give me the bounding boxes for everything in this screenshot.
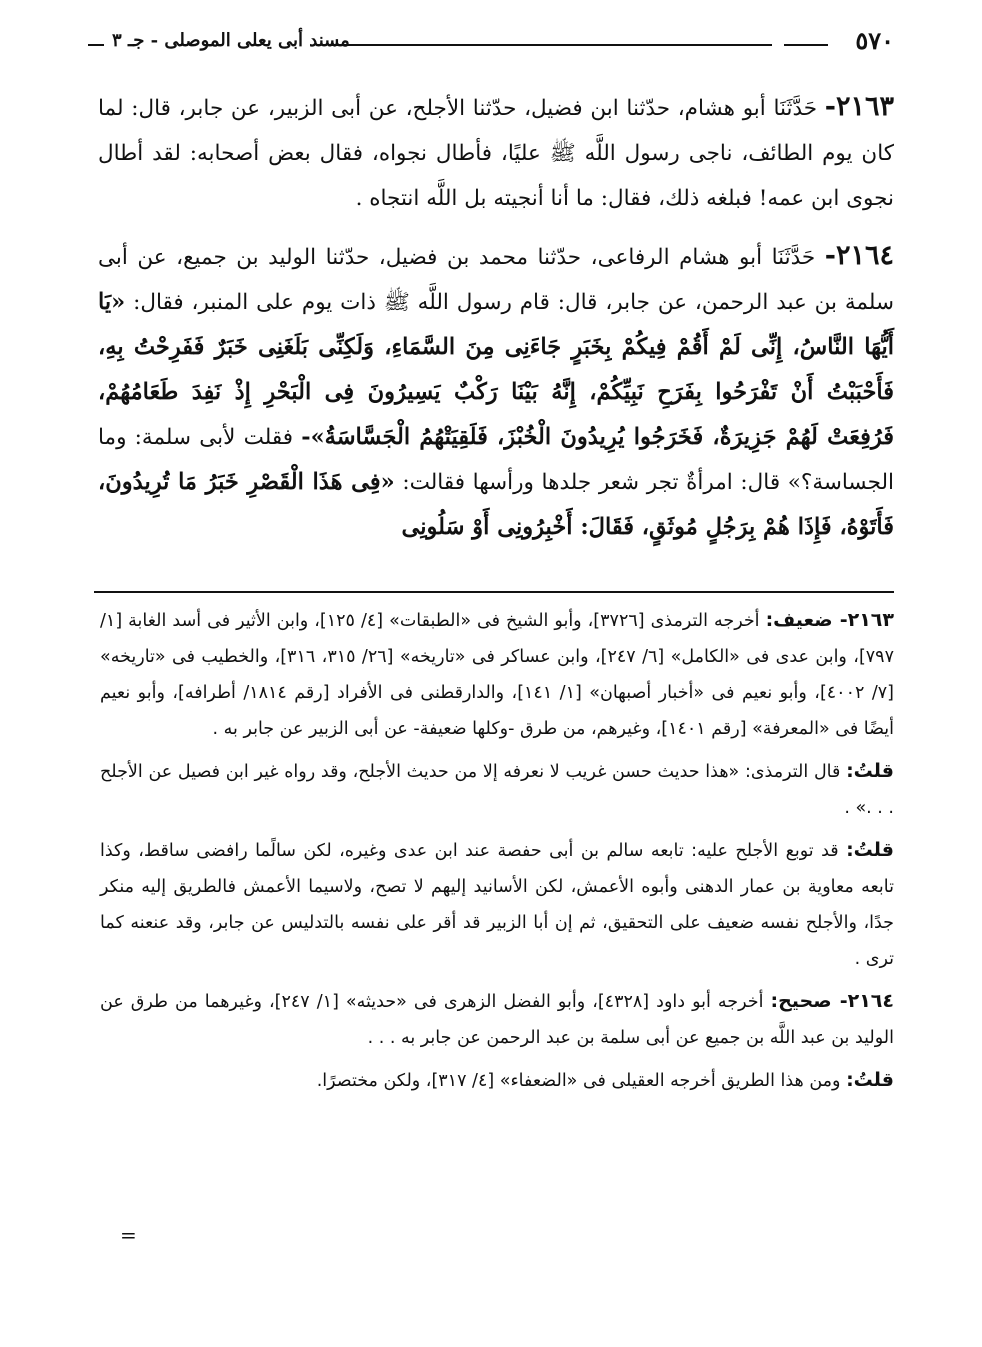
running-header [88, 22, 894, 62]
footnote-label: قلتُ: [846, 839, 894, 861]
footnote-label: ٢١٦٣- ضعيف: [765, 609, 894, 631]
page-number: ٥٧٠ [855, 26, 894, 55]
footnote [100, 753, 894, 826]
hadith-quote: «يَا أَيُّهَا النَّاسُ، إِنِّى لَمْ أَقُمْ فِيكُمْ بِخَبَرٍ جَاءَنِى مِنَ السَّمَاءِ، وَلَكِنِّى بَلَغَنِى خَبَرٌ فَفَرِحْتُ بِهِ، فَأَحْبَبْتُ أَنْ تَفْرَحُوا بِفَرَحِ نَبِيِّكُمْ، إِنَّهُ بَيْنَا رَكْبٌ يَسِيرُونَ فِى الْبَحْرِ إِذْ نَفِدَ طَعَامُهُمْ، فَرُفِعَتْ لَهُمْ جَزِيرَةٌ، فَخَرَجُوا يُرِيدُونَ الْخُبْزَ، فَلَقِيَتْهُمُ الْجَسَّاسَةُ»- [98, 289, 894, 450]
hadith-middle: فقلت لأبى سلمة: وما الجساسة؟» قال: امرأةٌ تجر شعر جلدها ورأسها فقالت: [98, 425, 895, 495]
hadith-quote: «فِى هَذَا الْقَصْرِ خَبَرُ مَا تُرِيدُونَ، فَأَتَوْهُ، فَإِذَا هُمْ بِرَجُلٍ مُوثَقٍ، فَقَالَ: أَخْبِرُونِى أَوْ سَلُونِى [98, 469, 894, 540]
footnote [100, 832, 894, 977]
hadith-intro: حَدَّثَنَا أبو هشام الرفاعى، حدّثنا محمد بن فضيل، حدّثنا الوليد بن جميع، عن أبى سلمة بن عبد الرحمن، عن جابر، قال: قام رسول اللَّه ﷺ ذات يوم على المنبر، فقال: [98, 245, 894, 315]
footnote-label: ٢١٦٤- صحيح: [770, 990, 894, 1012]
footnote-separator [94, 591, 894, 593]
continuation-mark: = [120, 1223, 137, 1247]
header-rule [328, 44, 772, 46]
hadith-2163 [98, 84, 894, 221]
header-dash [784, 44, 828, 46]
footnote-text: قد توبع الأجلح عليه: تابعه سالم بن أبى حفصة عند ابن عدى وغيره، لكن سالًما رافضى ساقط، وكذا تابعه معاوية بن عمار الدهنى وأبوه الأعمش، لكن الأسانيد إليهم لا تصح، ولاسيما الأعمش فالطريق إليه منكر جدًا، والأجلح نفسه ضعيف على التحقيق، ثم إن أبا الزبير قد أقر على نفسه بالتدليس عن جابر، وقد عنعنه كما ترى . [100, 841, 894, 969]
hadith-2164 [98, 233, 894, 550]
footnotes [100, 602, 894, 1105]
footnote-text: ومن هذا الطريق أخرجه العقيلى فى «الضعفاء» [٤/ ٣١٧]، ولكن مختصرًا. [316, 1071, 841, 1091]
footnote-text: أخرجه أبو داود [٤٣٢٨]، وأبو الفضل الزهرى فى «حديثه» [١/ ٢٤٧]، وغيرهما من طرق عن الوليد بن عبد اللَّه بن جميع عن أبى سلمة بن عبد الرحمن عن جابر به . . . [100, 992, 894, 1048]
footnote [100, 983, 894, 1056]
header-dash [88, 44, 104, 46]
hadith-text: حَدَّثَنَا أبو هشام، حدّثنا ابن فضيل، حدّثنا الأجلح، عن أبى الزبير، عن جابر، قال: لما كان يوم الطائف، ناجى رسول اللَّه ﷺ عليًا، فأطال نجواه، فقال بعض أصحابه: لقد أطال نجوى ابن عمه! فبلغه ذلك، فقال: ما أنا أنجيته بل اللَّه انتجاه . [98, 96, 894, 211]
hadith-number: ٢١٦٣- [824, 91, 894, 122]
footnote-label: قلتُ: [846, 760, 894, 782]
footnote-text: أخرجه الترمذى [٣٧٢٦]، وأبو الشيخ فى «الطبقات» [٤/ ١٢٥]، وابن الأثير فى أسد الغابة [١/ ٧٩٧]، وابن عدى فى «الكامل» [٦/ ٢٤٧]، وابن عساكر فى «تاريخه» [٢٦/ ٣١٥، ٣١٦]، والخطيب فى «تاريخه» [٧/ ٤٠٠٢]، وأبو نعيم فى «أخبار أصبهان» [١/ ١٤١]، والدارقطنى فى الأفراد [رقم ١٨١٤/ أطرافه]، وأبو نعيم أيضًا فى «المعرفة» [رقم ١٤٠١]، وغيرهم، من طرق -وكلها ضعيفة- عن أبى الزبير عن جابر به . [100, 611, 894, 739]
main-text [98, 84, 894, 562]
footnote [100, 602, 894, 747]
footnote [100, 1062, 894, 1099]
book-title: مسند أبى يعلى الموصلى - جـ ٣ [112, 30, 350, 51]
hadith-number: ٢١٦٤- [824, 240, 894, 271]
footnote-label: قلتُ: [846, 1069, 894, 1091]
footnote-text: قال الترمذى: «هذا حديث حسن غريب لا نعرفه إلا من حديث الأجلح، وقد رواه غير ابن فصيل عن الأجلح . . .» . [100, 762, 894, 818]
